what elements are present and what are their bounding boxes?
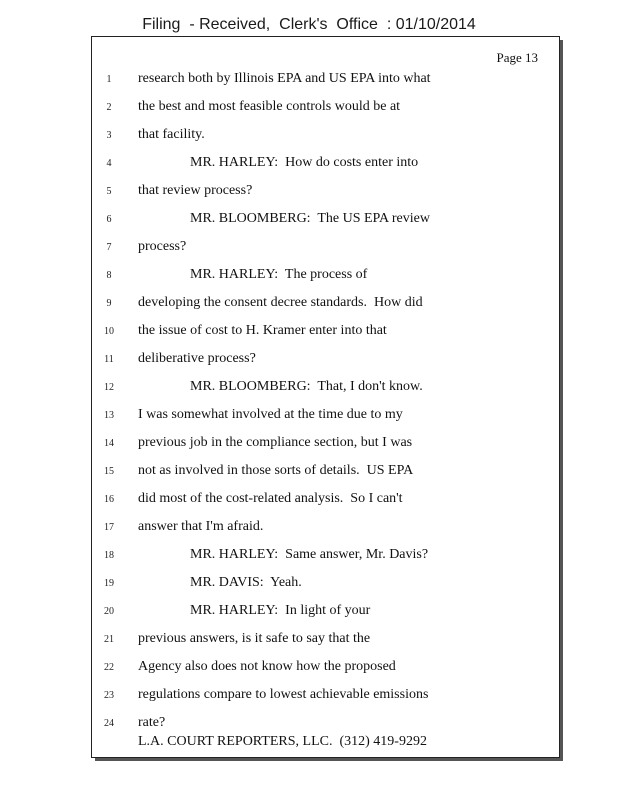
- line-text: MR. HARLEY: The process of: [190, 267, 368, 282]
- line-number: 17: [104, 522, 114, 533]
- filing-stamp: Filing - Received, Clerk's Office : 01/10/2014: [142, 16, 476, 33]
- transcript-line: [92, 183, 559, 211]
- transcript-line: [92, 407, 559, 435]
- transcript-line: [92, 659, 559, 687]
- transcript-line: [92, 211, 559, 239]
- line-text: did most of the cost-related analysis. So I can't: [138, 491, 403, 506]
- line-text: the best and most feasible controls would be at: [138, 99, 401, 114]
- transcript-line: [92, 127, 559, 155]
- line-text: MR. HARLEY: In light of your: [190, 603, 371, 618]
- line-text: MR. BLOOMBERG: That, I don't know.: [190, 379, 423, 394]
- line-number: 10: [104, 326, 114, 337]
- line-text: answer that I'm afraid.: [138, 519, 264, 534]
- transcript-lines: [92, 71, 559, 743]
- line-number: 3: [106, 130, 112, 141]
- transcript-line: [92, 603, 559, 631]
- line-number: 2: [106, 102, 112, 113]
- line-number: 18: [104, 550, 114, 561]
- line-text: I was somewhat involved at the time due to my: [138, 407, 403, 422]
- transcript-line: [92, 71, 559, 99]
- reporter-footer: L.A. COURT REPORTERS, LLC. (312) 419-9292: [138, 734, 427, 749]
- line-number: 5: [106, 186, 112, 197]
- line-number: 8: [106, 270, 112, 281]
- transcript-line: [92, 351, 559, 379]
- transcript-line: [92, 435, 559, 463]
- page-number: Page 13: [496, 50, 538, 65]
- line-text: the issue of cost to H. Kramer enter into that: [138, 323, 387, 338]
- line-text: previous job in the compliance section, but I was: [138, 435, 413, 450]
- line-number: 4: [106, 158, 112, 169]
- line-number: 15: [104, 466, 114, 477]
- line-number: 13: [104, 410, 114, 421]
- line-text: rate?: [138, 715, 166, 730]
- transcript-line: [92, 575, 559, 603]
- line-number: 21: [104, 634, 114, 645]
- line-number: 16: [104, 494, 114, 505]
- line-number: 12: [104, 382, 114, 393]
- line-number: 9: [106, 298, 112, 309]
- line-number: 1: [106, 74, 112, 85]
- transcript-line: [92, 99, 559, 127]
- transcript-line: [92, 491, 559, 519]
- transcript-line: [92, 379, 559, 407]
- line-text: regulations compare to lowest achievable emissions: [138, 687, 429, 702]
- line-text: research both by Illinois EPA and US EPA into what: [138, 71, 431, 86]
- line-number: 24: [104, 718, 114, 729]
- line-number: 11: [104, 354, 114, 365]
- line-text: previous answers, is it safe to say that the: [138, 631, 371, 646]
- transcript-line: [92, 295, 559, 323]
- transcript-line: [92, 519, 559, 547]
- transcript-line: [92, 239, 559, 267]
- line-text: MR. HARLEY: Same answer, Mr. Davis?: [190, 547, 429, 562]
- line-number: 20: [104, 606, 114, 617]
- line-text: MR. BLOOMBERG: The US EPA review: [190, 211, 430, 226]
- line-text: MR. DAVIS: Yeah.: [190, 575, 302, 590]
- transcript-page: [91, 36, 560, 758]
- line-text: MR. HARLEY: How do costs enter into: [190, 155, 419, 170]
- transcript-line: [92, 547, 559, 575]
- line-text: developing the consent decree standards. How did: [138, 295, 423, 310]
- transcript-line: [92, 323, 559, 351]
- line-text: that facility.: [138, 127, 205, 142]
- line-text: deliberative process?: [138, 351, 256, 366]
- transcript-line: [92, 155, 559, 183]
- line-text: that review process?: [138, 183, 253, 198]
- line-number: 6: [106, 214, 112, 225]
- transcript-line: [92, 687, 559, 715]
- line-number: 19: [104, 578, 114, 589]
- transcript-line: [92, 267, 559, 295]
- line-number: 22: [104, 662, 114, 673]
- line-number: 23: [104, 690, 114, 701]
- transcript-line: [92, 463, 559, 491]
- line-text: not as involved in those sorts of details. US EPA: [138, 463, 414, 478]
- line-text: Agency also does not know how the proposed: [138, 659, 396, 674]
- line-number: 14: [104, 438, 114, 449]
- line-text: process?: [138, 239, 187, 254]
- transcript-line: [92, 631, 559, 659]
- line-number: 7: [106, 242, 112, 253]
